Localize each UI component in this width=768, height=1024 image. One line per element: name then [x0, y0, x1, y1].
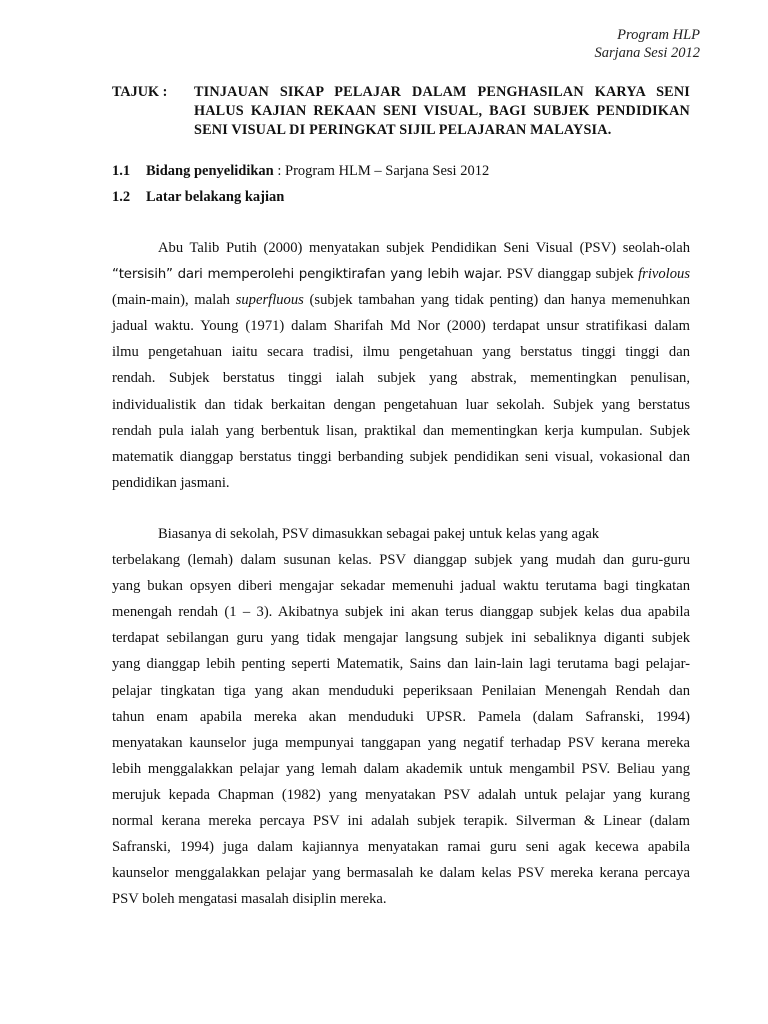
- section-value: : Program HLM – Sarjana Sesi 2012: [273, 163, 490, 179]
- paragraph-line: rendah pula ialah yang berbentuk lisan, praktikal dan mementingkan kerja kumpulan. Subjek: [112, 422, 690, 439]
- paragraph-line: PSV boleh mengatasi masalah disiplin mereka.: [112, 891, 387, 908]
- paragraph-line: yang dianggap lebih penting seperti Matematik, Sains dan lain-lain lagi terutama bagi pelajar-: [112, 656, 690, 673]
- section-1-1: [112, 162, 489, 180]
- paragraph-line: Safranski, 1994) juga dalam kajiannya menyatakan ramai guru seni agak kecewa apabila: [112, 839, 690, 856]
- paragraph-line: [112, 261, 690, 287]
- title-line: TINJAUAN SIKAP PELAJAR DALAM PENGHASILAN KARYA SENI: [194, 84, 690, 100]
- paragraph-line: jadual waktu. Young (1971) dalam Sharifah Md Nor (2000) terdapat unsur stratifikasi dalam: [112, 318, 690, 335]
- paragraph-line: Abu Talib Putih (2000) menyatakan subjek Pendidikan Seni Visual (PSV) seolah-olah: [158, 240, 690, 256]
- paragraph-line: kaunselor menggalakkan pelajar yang bermasalah ke dalam kelas PSV mereka kerana percaya: [112, 865, 690, 882]
- section-number: 1.2: [112, 189, 131, 205]
- header-session: Sarjana Sesi 2012: [594, 45, 700, 61]
- title-text: [194, 83, 690, 140]
- section-1-2: [112, 188, 284, 206]
- title-line: SENI VISUAL DI PERINGKAT SIJIL PELAJARAN MALAYSIA.: [194, 122, 612, 138]
- quoted-phrase: “tersisih” dari memperolehi pengiktirafan yang lebih wajar.: [112, 267, 503, 283]
- paragraph-line: individualistik dan tidak berkaitan dengan pengetahuan luar sekolah. Subjek yang berstatus: [112, 396, 690, 413]
- text-run: PSV dianggap subjek: [502, 266, 639, 283]
- paragraph-line: menyatakan kaunselor juga mempunyai tanggapan yang negatif terhadap PSV kerana mereka: [112, 734, 690, 751]
- paragraph-line: merujuk kepada Chapman (1982) yang menyatakan PSV adalah untuk pelajar yang kurang: [112, 786, 690, 803]
- paragraph-line: terdapat sebilangan guru yang tidak mengajar langsung subjek ini sebaliknya diganti subjek: [112, 630, 690, 647]
- text-run: (subjek tambahan yang tidak penting) dan hanya memenuhkan: [303, 292, 690, 309]
- italic-term: frivolous: [638, 266, 690, 283]
- paragraph-line: normal kerana mereka percaya PSV ini adalah subjek terapik. Silverman & Linear (dalam: [112, 813, 690, 830]
- paragraph-line: rendah. Subjek berstatus tinggi ialah subjek yang abstrak, mementingkan penulisan,: [112, 370, 690, 387]
- italic-term: superfluous: [235, 292, 304, 309]
- title-label: TAJUK :: [112, 84, 168, 100]
- page-header: [594, 26, 700, 62]
- paragraph-line: ilmu pengetahuan iaitu secara tradisi, ilmu pengetahuan yang berstatus tinggi tinggi dan: [112, 344, 690, 361]
- paragraph-line: Biasanya di sekolah, PSV dimasukkan sebagai pakej untuk kelas yang agak: [158, 526, 600, 542]
- paragraph-line: pendidikan jasmani.: [112, 474, 230, 491]
- paragraph-line: [112, 287, 690, 313]
- section-title: Latar belakang kajian: [146, 189, 285, 205]
- paragraph-1: [112, 235, 690, 496]
- paragraph-line: tahun enam apabila mereka akan menduduki UPSR. Pamela (dalam Safranski, 1994): [112, 708, 690, 725]
- paragraph-line: terbelakang (lemah) dalam susunan kelas. PSV dianggap subjek yang mudah dan guru-guru: [112, 552, 690, 569]
- text-run: (main-main), malah: [112, 292, 236, 309]
- section-number: 1.1: [112, 163, 131, 179]
- paragraph-line: yang bukan opsyen diberi mengajar sekadar memenuhi jadual waktu terutama bagi tingkatan: [112, 578, 690, 595]
- paragraph-2: [112, 521, 690, 912]
- paragraph-line: menengah rendah (1 – 3). Akibatnya subjek ini akan terus dianggap subjek kelas dua apabila: [112, 604, 690, 621]
- paragraph-line: pelajar tingkatan tiga yang akan menduduki peperiksaan Penilaian Menengah Rendah dan: [112, 682, 690, 699]
- paragraph-line: matematik dianggap berstatus tinggi berbanding subjek pendidikan seni visual, vokasional dan: [112, 448, 690, 465]
- paragraph-line: lebih menggalakkan pelajar yang lemah dalam akademik untuk mengambil PSV. Beliau yang: [112, 760, 690, 777]
- title-line: HALUS KAJIAN REKAAN SENI VISUAL, BAGI SUBJEK PENDIDIKAN: [194, 103, 690, 119]
- section-title: Bidang penyelidikan: [146, 163, 274, 179]
- header-program: Program HLP: [617, 27, 700, 43]
